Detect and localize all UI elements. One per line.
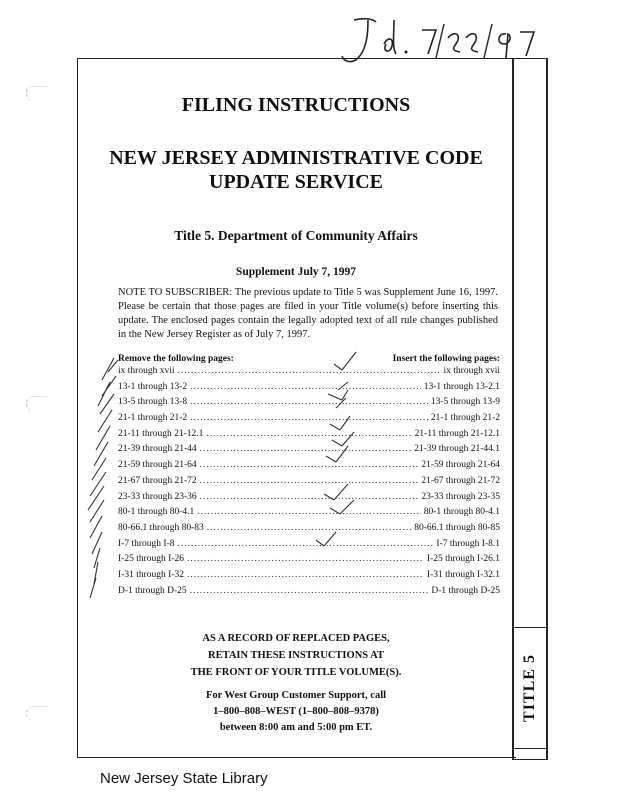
list-item — [118, 492, 500, 508]
leader-dots — [200, 476, 419, 486]
insert-pages: D-1 through D-25 — [431, 585, 500, 596]
remove-pages: 13-5 through 13-8 — [118, 397, 188, 408]
page-list — [90, 366, 502, 601]
insert-pages: 13-5 through 13-9 — [430, 397, 500, 408]
instructions-content — [90, 88, 502, 601]
leader-dots — [206, 429, 411, 439]
record-retention-notice — [90, 630, 502, 681]
leader-dots — [197, 507, 420, 517]
list-item — [118, 413, 500, 429]
list-item — [118, 554, 500, 570]
insert-pages: 21-59 through 21-64 — [421, 460, 500, 471]
leader-dots — [177, 366, 440, 376]
insert-pages: 21-39 through 21-44.1 — [414, 444, 500, 455]
record-line-2: RETAIN THESE INSTRUCTIONS AT — [208, 650, 384, 661]
list-item — [118, 570, 500, 586]
title-tab-label: TITLE 5 — [521, 654, 538, 722]
leader-dots — [190, 382, 421, 392]
insert-pages: 21-67 through 21-72 — [421, 475, 500, 486]
list-item — [118, 523, 500, 539]
leader-dots — [177, 539, 433, 549]
list-item — [118, 397, 500, 413]
list-item — [118, 586, 500, 602]
insert-pages: 21-11 through 21-12.1 — [414, 428, 500, 439]
remove-pages: 21-67 through 21-72 — [118, 475, 197, 486]
list-item — [118, 507, 500, 523]
code-title-line-2: UPDATE SERVICE — [209, 171, 383, 193]
remove-pages: 21-11 through 21-12.1 — [118, 428, 204, 439]
list-item — [118, 382, 500, 398]
insert-pages: 23-33 through 23-35 — [421, 491, 500, 502]
leader-dots — [190, 586, 429, 596]
insert-pages: I-7 through I-8.1 — [436, 538, 500, 549]
remove-pages: 21-59 through 21-64 — [118, 460, 197, 471]
insert-pages: ix through xvii — [443, 366, 500, 376]
remove-pages: D-1 through D-25 — [118, 585, 187, 596]
list-item — [118, 444, 500, 460]
title-tab-box — [514, 627, 546, 749]
supplement-date: Supplement July 7, 1997 — [235, 266, 357, 278]
leader-dots — [207, 523, 411, 533]
remove-pages: I-31 through I-32 — [118, 569, 184, 580]
leader-dots — [190, 397, 428, 407]
customer-support-notice — [90, 688, 502, 736]
leader-dots — [187, 554, 424, 564]
insert-pages: 80-66.1 through 80-85 — [414, 522, 500, 533]
support-phone: 1–800–808–WEST (1–800–808–9378) — [213, 706, 379, 717]
support-hours: between 8:00 am and 5:00 pm ET. — [219, 722, 373, 733]
leader-dots — [200, 492, 419, 502]
code-title-line-1: NEW JERSEY ADMINISTRATIVE CODE — [109, 147, 483, 169]
leader-dots — [200, 460, 419, 470]
binder-hole-mark — [26, 706, 47, 721]
leader-dots — [200, 444, 412, 454]
insert-pages: 80-1 through 80-4.1 — [423, 507, 500, 518]
remove-pages: 21-39 through 21-44 — [118, 444, 197, 455]
insert-pages: 21-1 through 21-2 — [430, 413, 500, 424]
insert-column-header: Insert the following pages: — [392, 354, 500, 364]
insert-pages: 13-1 through 13-2.1 — [423, 381, 500, 392]
record-line-3: THE FRONT OF YOUR TITLE VOLUME(S). — [190, 667, 402, 678]
binder-hole-mark — [26, 86, 47, 101]
document-title: FILING INSTRUCTIONS — [181, 94, 411, 116]
subscriber-note: NOTE TO SUBSCRIBER: The previous update to Title 5 was Supplement June 16, 1997. Please be certain that those pages are filed in your Title volume(s) before inserting this update. The enclosed pages contain the legally adopted text of all rule changes published in the New Jersey Register as of July 7, 1997. — [118, 287, 498, 340]
code-title — [90, 146, 502, 194]
remove-pages: ix through xvii — [118, 366, 175, 376]
page-list-header — [90, 354, 502, 364]
leader-dots — [187, 570, 424, 580]
title-subject: Title 5. Department of Community Affairs — [174, 228, 418, 243]
list-item — [118, 429, 500, 445]
list-item — [118, 476, 500, 492]
title-tab-column — [512, 58, 548, 760]
remove-pages: 80-1 through 80-4.1 — [118, 507, 195, 518]
record-line-1: AS A RECORD OF REPLACED PAGES, — [202, 633, 390, 644]
list-item — [118, 366, 500, 382]
remove-pages: I-7 through I-8 — [118, 538, 175, 549]
insert-pages: I-25 through I-26.1 — [426, 554, 500, 565]
remove-column-header: Remove the following pages: — [118, 354, 234, 364]
remove-pages: 80-66.1 through 80-83 — [118, 522, 204, 533]
insert-pages: I-31 through I-32.1 — [426, 569, 500, 580]
binder-hole-mark — [26, 396, 47, 411]
list-item — [118, 539, 500, 555]
remove-pages: 23-33 through 23-36 — [118, 491, 197, 502]
remove-pages: 13-1 through 13-2 — [118, 381, 188, 392]
support-line-1: For West Group Customer Support, call — [205, 690, 387, 701]
remove-pages: 21-1 through 21-2 — [118, 413, 188, 424]
remove-pages: I-25 through I-26 — [118, 554, 184, 565]
leader-dots — [190, 413, 428, 423]
library-stamp: New Jersey State Library — [100, 770, 268, 787]
list-item — [118, 460, 500, 476]
